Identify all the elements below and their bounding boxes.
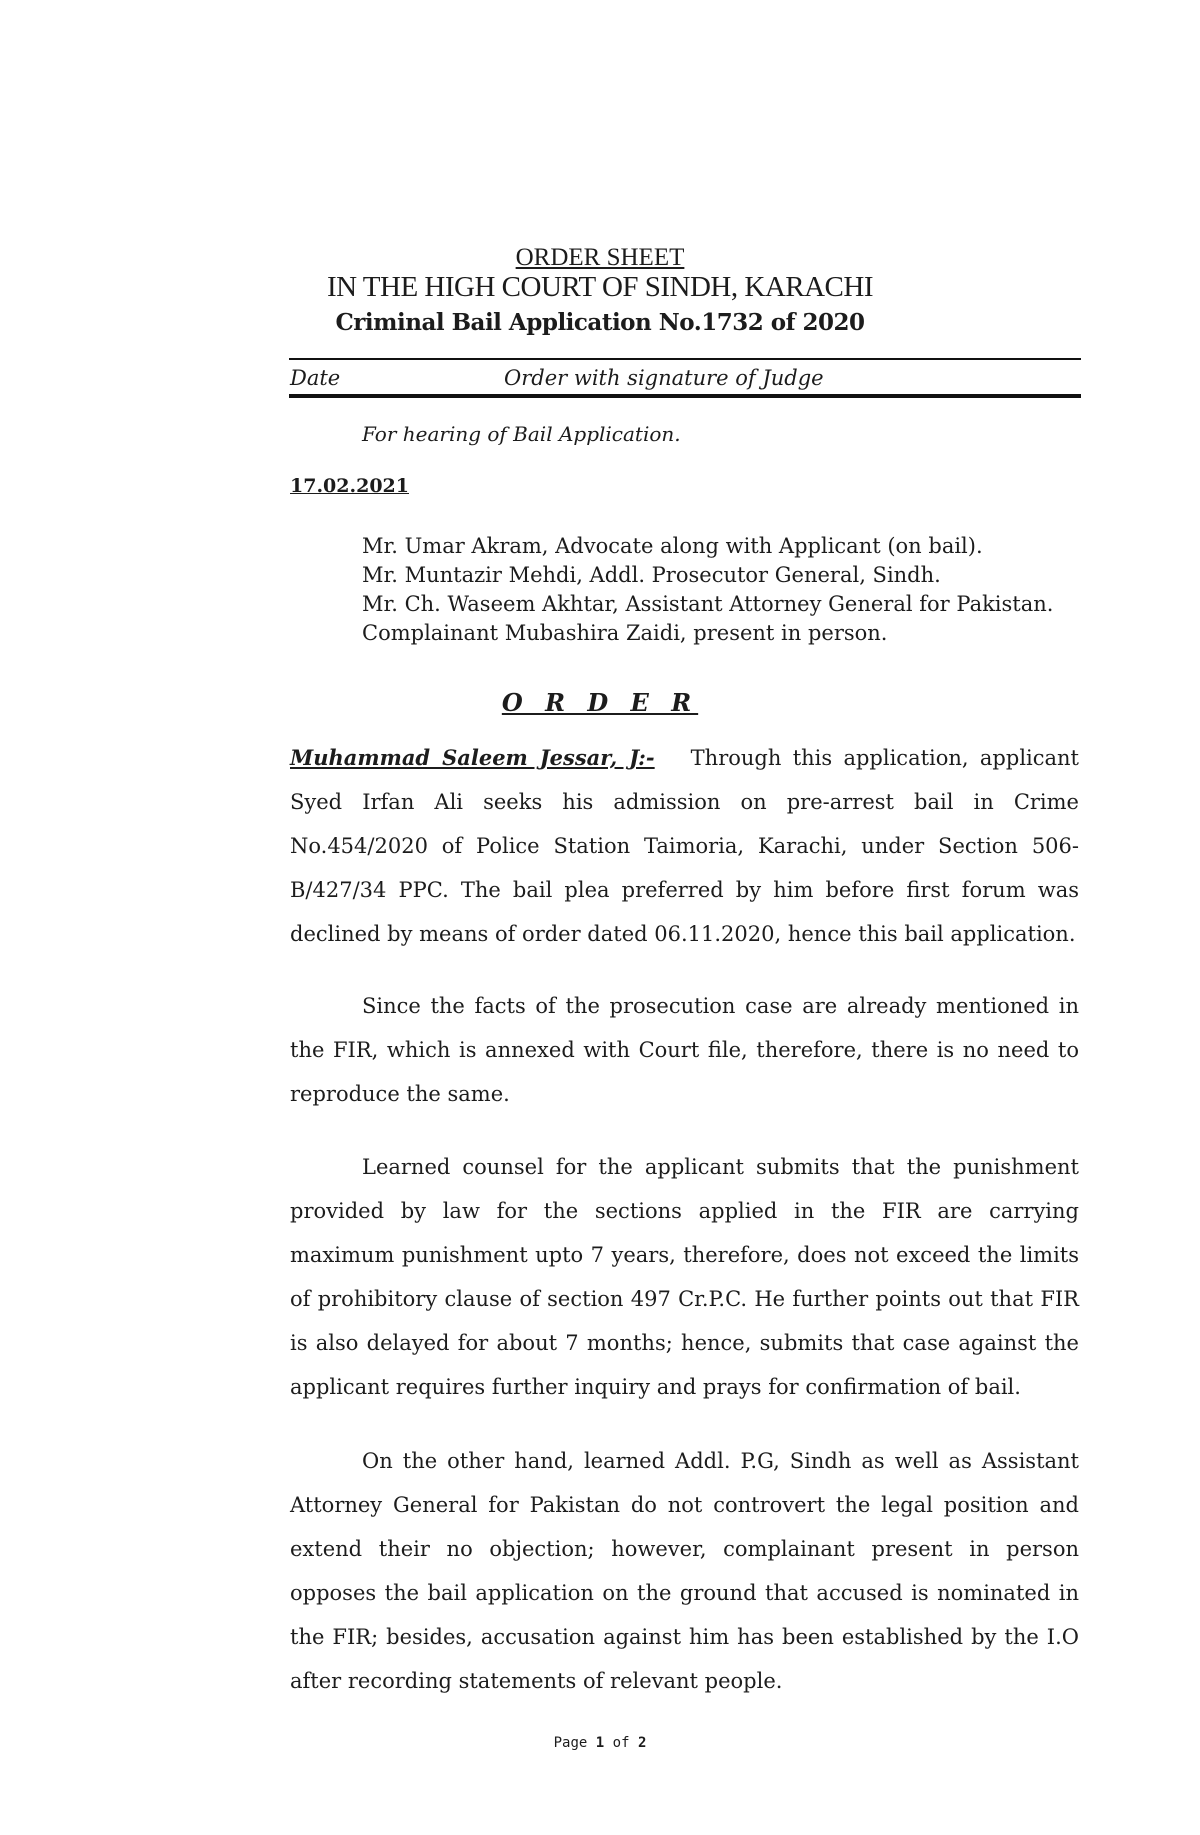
order-column-header: Order with signature of Judge <box>504 366 824 390</box>
page-footer <box>0 1735 1200 1751</box>
order-heading: O R D E R <box>501 688 699 717</box>
case-number: Criminal Bail Application No.1732 of 2020 <box>335 309 865 336</box>
current-page-number: 1 <box>595 1735 605 1751</box>
hearing-purpose: For hearing of Bail Application. <box>362 422 681 446</box>
order-paragraph: On the other hand, learned Addl. P.G, Sindh as well as Assistant Attorney General for Pakistan do not controvert the legal position and extend their no objection; however, complainant present in person opposes the bail application on the ground that accused is nominated in the FIR; besides, accusation against him has been established by the I.O after recording statements of relevant people. <box>290 1449 1079 1693</box>
date-column-header: Date <box>290 366 341 390</box>
appearance-line: Mr. Umar Akram, Advocate along with Applicant (on bail). <box>362 534 983 558</box>
of-label: of <box>612 1735 630 1751</box>
appearance-line: Mr. Ch. Waseem Akhtar, Assistant Attorney General for Pakistan. <box>362 592 1054 616</box>
appearance-line: Mr. Muntazir Mehdi, Addl. Prosecutor General, Sindh. <box>362 563 941 587</box>
order-sheet-title: ORDER SHEET <box>515 244 685 271</box>
appearance-line: Complainant Mubashira Zaidi, present in person. <box>362 621 888 645</box>
order-paragraph: Learned counsel for the applicant submits that the punishment provided by law for the sections applied in the FIR are carrying maximum punishment upto 7 years, therefore, does not exceed the limits of prohibitory clause of section 497 Cr.P.C. He further points out that FIR is also delayed for about 7 months; hence, submits that case against the applicant requires further inquiry and prays for confirmation of bail. <box>290 1155 1079 1399</box>
court-name: IN THE HIGH COURT OF SINDH, KARACHI <box>326 271 873 303</box>
paragraph-text: Through this application, applicant Syed Irfan Ali seeks his admission on pre-arrest bail in Crime No.454/2020 of Police Station Taimoria, Karachi, under Section 506-B/427/34 PPC. The bail plea preferred by him before first forum was declined by means of order dated 06.11.2020, hence this bail application. <box>290 746 1080 946</box>
order-paragraph: Since the facts of the prosecution case are already mentioned in the FIR, which is annexed with Court file, therefore, there is no need to reproduce the same. <box>290 994 1079 1106</box>
order-date: 17.02.2021 <box>290 475 409 497</box>
order-paragraph <box>290 736 1079 956</box>
bottom-divider <box>289 394 1081 398</box>
top-divider <box>289 358 1081 360</box>
page-label: Page <box>553 1735 588 1751</box>
judge-name: Muhammad Saleem Jessar, J:- <box>290 745 655 770</box>
total-pages-number: 2 <box>637 1735 647 1751</box>
